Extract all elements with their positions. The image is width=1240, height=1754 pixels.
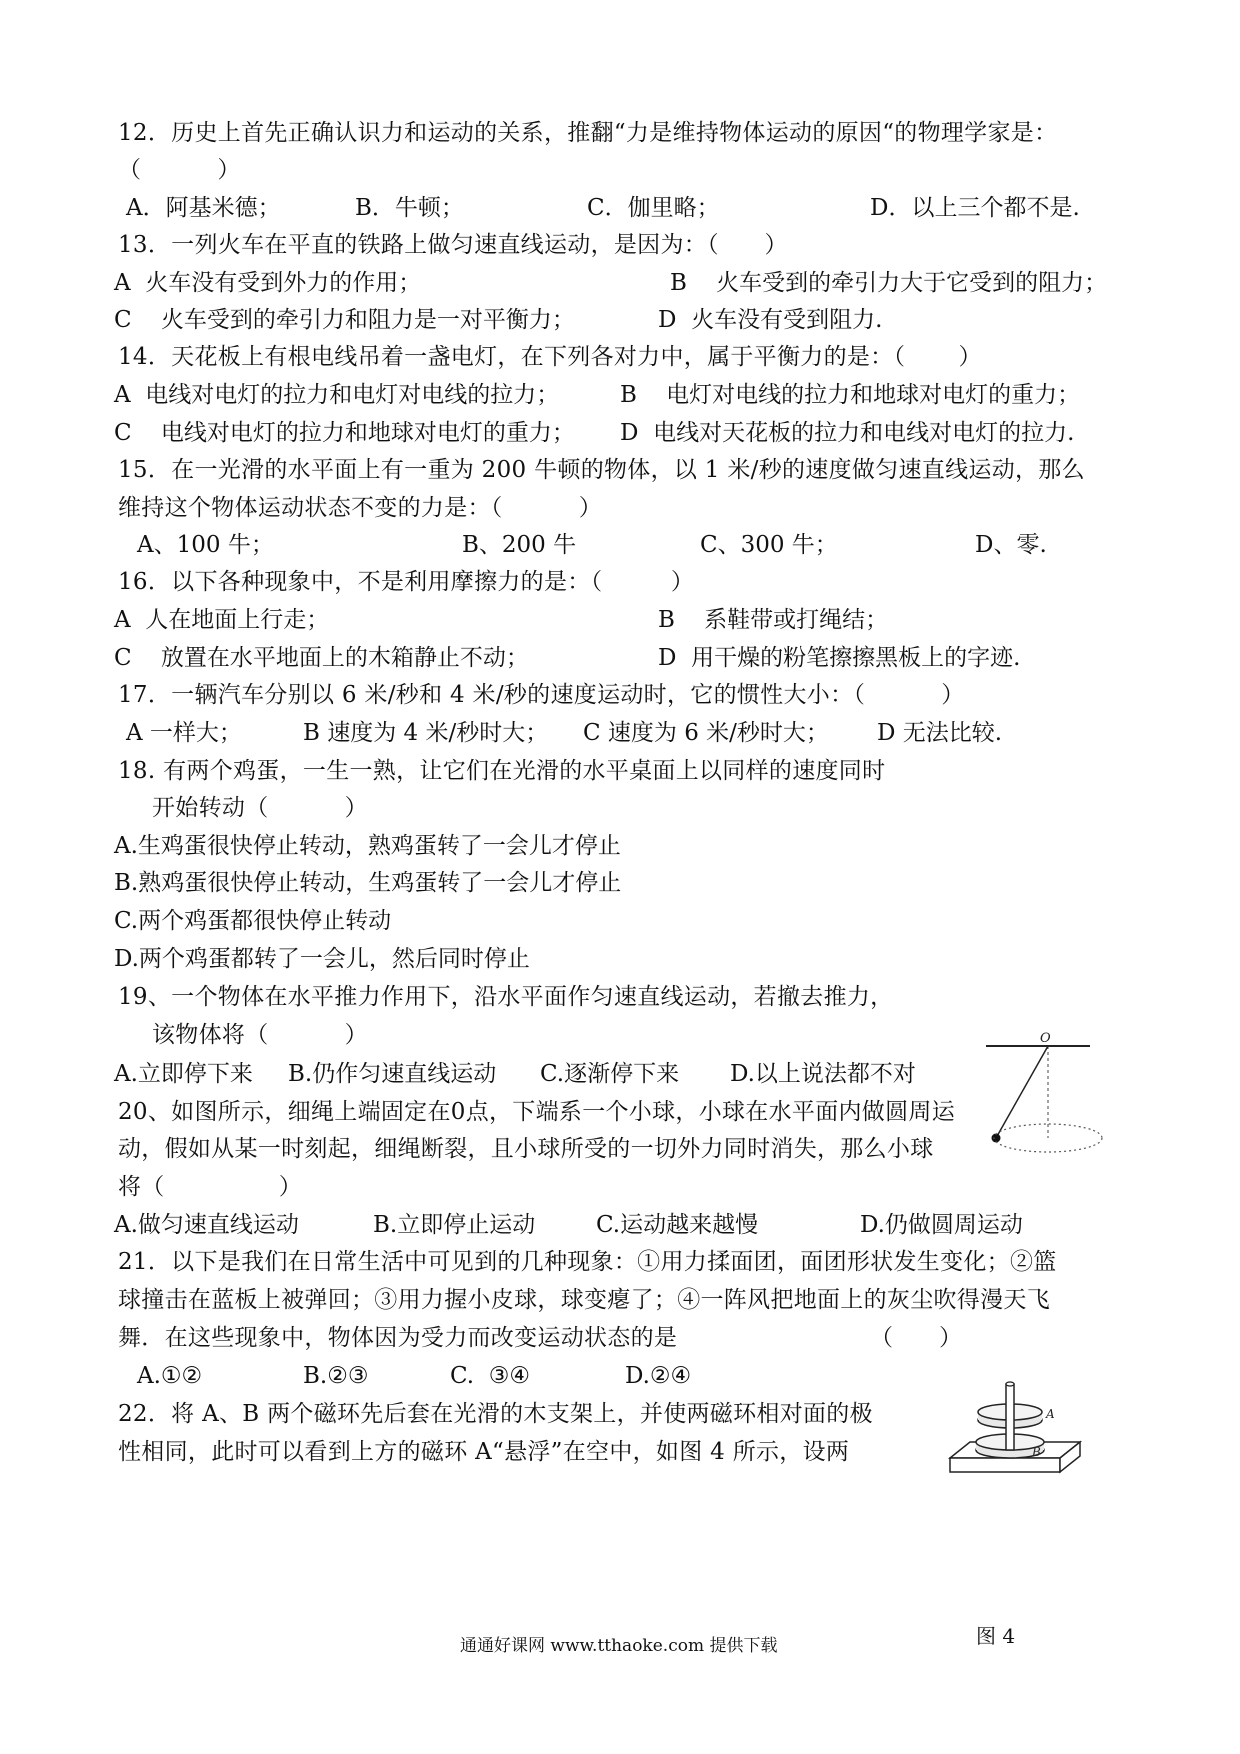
q17-option-d: D 无法比较. [877,720,1003,746]
q12-option-d: D．以上三个都不是. [870,195,1080,221]
q19-option-c: C.逐渐停下来 [540,1061,680,1087]
q13-option-c: C 火车受到的牵引力和阻力是一对平衡力； [114,307,575,333]
q18-option-c: C.两个鸡蛋都很快停止转动 [114,908,392,934]
q21-option-a: A.①② [137,1363,203,1389]
q20-stem-line3: 将（ ） [118,1174,303,1200]
q19-option-d: D.以上说法都不对 [730,1061,916,1087]
q16-option-d: D 用干燥的粉笔擦擦黑板上的字迹. [658,645,1021,671]
q19-stem-line2: 该物体将（ ） [152,1022,368,1048]
q15-stem-line1: 15．在一光滑的水平面上有一重为 200 牛顿的物体，以 1 米/秒的速度做匀速直线运动，那么 [118,457,1085,483]
pendulum-o-label: O [1040,1031,1051,1046]
q14-option-c: C 电线对电灯的拉力和地球对电灯的重力； [114,420,575,446]
q17-stem: 17．一辆汽车分别以 6 米/秒和 4 米/秒的速度运动时，它的惯性大小：（ ） [118,682,965,708]
pendulum-figure [980,1030,1105,1170]
q22-stem-line1: 22．将 A、B 两个磁环先后套在光滑的木支架上，并使两磁环相对面的极 [118,1401,873,1427]
q12-stem: 12．历史上首先正确认识力和运动的关系，推翻“力是维持物体运动的原因“的物理学家是： [118,120,1058,146]
q12-option-a: A．阿基米德； [126,195,281,221]
q18-option-d: D.两个鸡蛋都转了一会儿，然后同时停止 [114,946,530,972]
q18-stem-line2: 开始转动（ ） [152,795,368,821]
q17-option-a: A 一样大； [126,720,242,746]
q12-option-b: B．牛顿； [355,195,464,221]
q13-stem: 13．一列火车在平直的铁路上做匀速直线运动，是因为：（ ） [118,232,788,258]
q21-stem-line1: 21．以下是我们在日常生活中可见到的几种现象：①用力揉面团，面团形状发生变化；②篮 [118,1249,1057,1275]
q14-option-b: B 电灯对电线的拉力和地球对电灯的重力； [620,382,1081,408]
q20-option-d: D.仍做圆周运动 [860,1212,1023,1238]
q21-option-d: D.②④ [625,1363,692,1389]
page-footer: 通通好课网 www.tthaoke.com 提供下载 [460,1636,778,1656]
q17-option-b: B 速度为 4 米/秒时大； [303,720,549,746]
magnet-rings-figure [940,1380,1090,1490]
q20-option-c: C.运动越来越慢 [596,1212,759,1238]
q14-option-a: A 电线对电灯的拉力和电灯对电线的拉力； [114,382,560,408]
q18-stem-line1: 18. 有两个鸡蛋，一生一熟，让它们在光滑的水平桌面上以同样的速度同时 [118,758,886,784]
q17-option-c: C 速度为 6 米/秒时大； [583,720,829,746]
ring-b-label: B [1032,1445,1041,1459]
q19-option-a: A.立即停下来 [114,1061,253,1087]
q18-option-a: A.生鸡蛋很快停止转动，熟鸡蛋转了一会儿才停止 [114,833,621,859]
q21-answer-blank: （ ） [870,1325,963,1351]
q19-option-b: B.仍作匀速直线运动 [288,1061,497,1087]
q21-stem-line2: 球撞击在蓝板上被弹回；③用力握小皮球，球变瘪了；④一阵风把地面上的灰尘吹得漫天飞 [118,1287,1050,1313]
q15-stem-line2: 维持这个物体运动状态不变的力是：（ ） [118,495,603,521]
q16-option-a: A 人在地面上行走； [114,607,330,633]
q13-option-b: B 火车受到的牵引力大于它受到的阻力； [670,270,1108,296]
figure-4-caption: 图 4 [976,1624,1016,1648]
q20-stem-line1: 20、如图所示，细绳上端固定在0点，下端系一个小球，小球在水平面内做圆周运 [118,1099,955,1125]
q14-option-d: D 电线对天花板的拉力和电线对电灯的拉力. [620,420,1075,446]
q16-stem: 16．以下各种现象中，不是利用摩擦力的是：（ ） [118,569,695,595]
q15-option-a: A、100 牛； [137,532,274,558]
q19-stem-line1: 19、一个物体在水平推力作用下，沿水平面作匀速直线运动，若撤去推力， [118,984,894,1010]
q20-option-b: B.立即停止运动 [373,1212,536,1238]
q21-option-c: C. ③④ [450,1363,530,1389]
q13-option-a: A 火车没有受到外力的作用； [114,270,422,296]
q21-stem-line3: 舞．在这些现象中，物体因为受力而改变运动状态的是 [118,1325,678,1351]
q22-stem-line2: 性相同，此时可以看到上方的磁环 A“悬浮”在空中，如图 4 所示，设两 [118,1439,850,1465]
q16-option-b: B 系鞋带或打绳结； [658,607,889,633]
q15-option-c: C、300 牛； [700,532,838,558]
q21-option-b: B.②③ [303,1363,369,1389]
q15-option-d: D、零. [975,532,1047,558]
q20-stem-line2: 动，假如从某一时刻起，细绳断裂，且小球所受的一切外力同时消失，那么小球 [118,1136,934,1162]
q16-option-c: C 放置在水平地面上的木箱静止不动； [114,645,529,671]
q18-option-b: B.熟鸡蛋很快停止转动，生鸡蛋转了一会儿才停止 [114,870,622,896]
q20-option-a: A.做匀速直线运动 [114,1212,299,1238]
q12-answer-blank: （ ） [118,157,241,183]
q13-option-d: D 火车没有受到阻力. [658,307,883,333]
q14-stem: 14．天花板上有根电线吊着一盏电灯，在下列各对力中，属于平衡力的是：（ ） [118,344,982,370]
q15-option-b: B、200 牛 [462,532,577,558]
q12-option-c: C．伽里略； [587,195,720,221]
ring-a-label: A [1046,1407,1055,1421]
